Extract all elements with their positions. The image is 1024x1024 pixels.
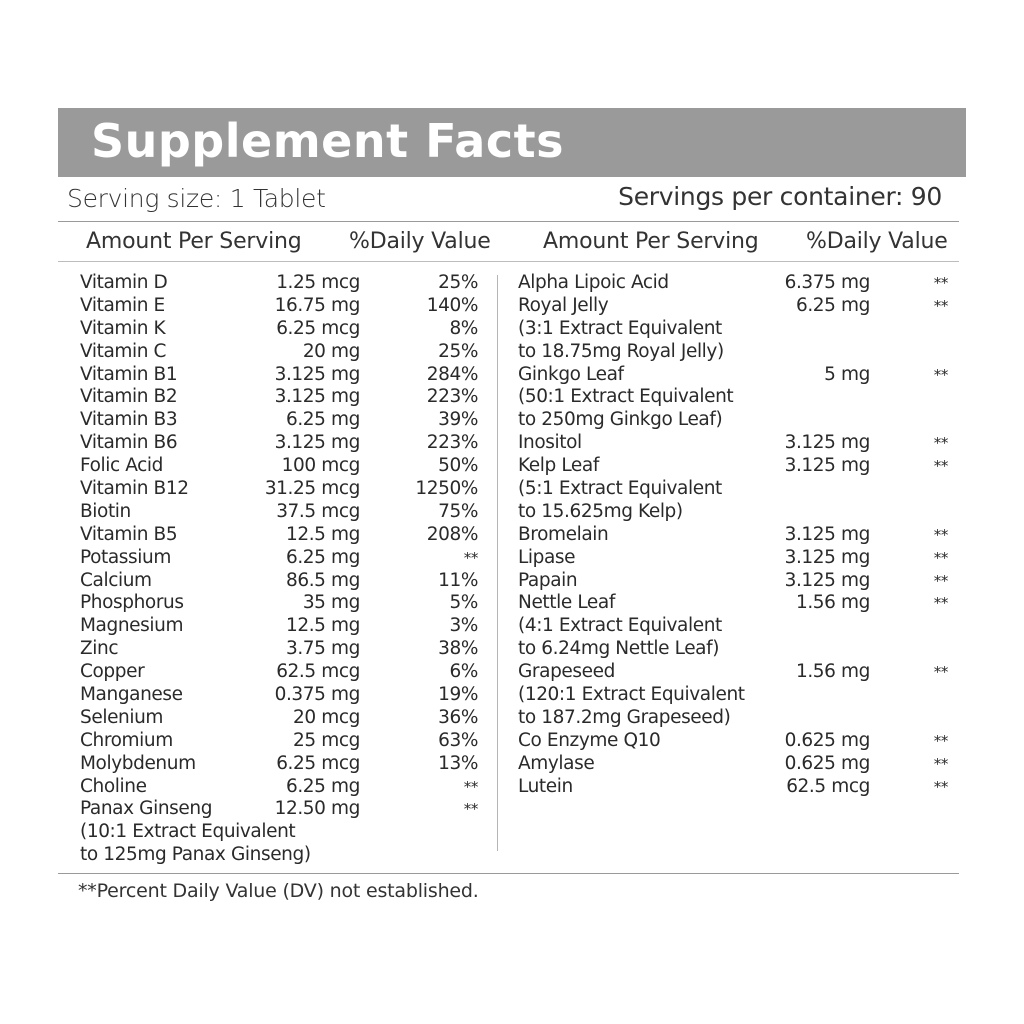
column-divider [497,275,498,851]
nutrient-name: Calcium [80,569,152,591]
nutrient-row [518,295,958,318]
nutrient-row [518,318,958,341]
nutrient-name: to 187.2mg Grapeseed) [518,706,731,728]
nutrient-daily-value: 25% [438,340,478,362]
nutrient-row [80,821,490,844]
nutrient-amount: 5 mg [824,363,870,385]
nutrient-row [80,684,490,707]
nutrient-name: Vitamin B5 [80,523,178,545]
nutrient-name: Vitamin B1 [80,363,178,385]
nutrient-name: Panax Ginseng [80,798,213,820]
nutrient-row [80,341,490,364]
nutrient-amount: 6.25 mg [285,775,360,797]
nutrient-daily-value: ** [933,777,948,796]
nutrient-name: Vitamin B6 [80,432,178,454]
left-nutrient-list [80,272,490,867]
nutrient-amount: 6.25 mg [795,294,870,316]
nutrient-name: to 15.625mg Kelp) [518,500,683,522]
nutrient-row [80,798,490,821]
nutrient-daily-value: ** [463,800,478,819]
nutrient-name: (3:1 Extract Equivalent [518,317,722,339]
nutrient-amount: 6.25 mcg [276,752,360,774]
serving-size: Serving size: 1 Tablet [67,184,326,213]
nutrient-name: Vitamin K [80,317,166,339]
nutrient-daily-value: ** [933,296,948,315]
nutrient-row [80,432,490,455]
nutrient-name: Vitamin B2 [80,386,178,408]
nutrient-row [80,386,490,409]
nutrient-row [518,730,958,753]
nutrient-daily-value: 13% [438,752,478,774]
nutrient-row [80,592,490,615]
nutrient-name: Manganese [80,684,183,706]
nutrient-amount: 3.125 mg [274,432,360,454]
nutrient-name: to 18.75mg Royal Jelly) [518,340,724,362]
nutrient-amount: 16.75 mg [274,294,360,316]
nutrient-amount: 25 mcg [293,729,360,751]
nutrient-row [80,661,490,684]
header-divider [58,261,959,262]
nutrient-name: Molybdenum [80,752,196,774]
nutrient-amount: 3.125 mg [784,546,870,568]
nutrient-name: (120:1 Extract Equivalent [518,684,745,706]
nutrient-row [80,295,490,318]
nutrient-row [518,661,958,684]
nutrient-row [518,386,958,409]
nutrient-row [518,615,958,638]
nutrient-row [518,272,958,295]
nutrient-daily-value: 19% [438,684,478,706]
nutrient-amount: 3.75 mg [285,638,360,660]
nutrient-amount: 86.5 mg [285,569,360,591]
nutrient-name: Grapeseed [518,661,615,683]
nutrient-daily-value: 223% [426,386,478,408]
nutrient-row [80,547,490,570]
nutrient-row [80,272,490,295]
nutrient-daily-value: 5% [449,592,478,614]
nutrient-amount: 20 mcg [293,706,360,728]
nutrient-row [80,478,490,501]
nutrient-amount: 3.125 mg [784,569,870,591]
nutrient-daily-value: ** [933,274,948,292]
right-amount-header: Amount Per Serving [543,229,759,254]
nutrient-name: Folic Acid [80,455,164,477]
nutrient-daily-value: ** [933,365,948,384]
nutrient-name: Magnesium [80,615,184,637]
nutrient-amount: 12.50 mg [274,798,360,820]
nutrient-row [518,409,958,432]
nutrient-row [518,753,958,776]
nutrient-amount: 0.625 mg [784,752,870,774]
nutrient-row [80,409,490,432]
nutrient-daily-value: 6% [449,661,478,683]
nutrient-daily-value: ** [463,548,478,567]
nutrient-row [80,638,490,661]
nutrient-row [518,524,958,547]
nutrient-row [80,753,490,776]
nutrient-row [518,684,958,707]
nutrient-daily-value: 75% [438,500,478,522]
nutrient-daily-value: 208% [426,523,478,545]
nutrient-name: Co Enzyme Q10 [518,729,661,751]
nutrient-daily-value: 223% [426,432,478,454]
nutrient-amount: 0.625 mg [784,729,870,751]
left-dv-header: %Daily Value [349,229,491,254]
nutrient-amount: 3.125 mg [784,432,870,454]
nutrient-amount: 0.375 mg [274,684,360,706]
nutrient-amount: 1.56 mg [795,661,870,683]
nutrient-amount: 31.25 mcg [264,478,360,500]
nutrient-name: Papain [518,569,578,591]
nutrient-daily-value: ** [933,525,948,544]
nutrient-row [80,524,490,547]
nutrient-amount: 1.56 mg [795,592,870,614]
nutrient-amount: 1.25 mcg [276,272,360,293]
nutrient-name: Ginkgo Leaf [518,363,624,385]
nutrient-name: Vitamin D [80,272,168,293]
nutrient-name: Vitamin B3 [80,409,178,431]
nutrient-row [80,318,490,341]
nutrient-row [80,455,490,478]
nutrient-row [518,776,958,799]
nutrient-name: Amylase [518,752,595,774]
nutrient-daily-value: 1250% [415,478,478,500]
nutrient-name: Bromelain [518,523,609,545]
nutrient-row [80,364,490,387]
nutrient-name: (5:1 Extract Equivalent [518,478,722,500]
page-title: Supplement Facts [91,114,564,168]
nutrient-name: Phosphorus [80,592,184,614]
nutrient-daily-value: 50% [438,455,478,477]
nutrient-row [518,707,958,730]
nutrient-daily-value: 25% [438,272,478,293]
nutrient-row [80,570,490,593]
nutrient-row [80,707,490,730]
nutrient-row [518,638,958,661]
footnote: **Percent Daily Value (DV) not established. [78,880,479,902]
nutrient-row [518,364,958,387]
nutrient-row [518,570,958,593]
nutrient-name: (4:1 Extract Equivalent [518,615,722,637]
nutrient-name: Nettle Leaf [518,592,615,614]
nutrient-name: Selenium [80,706,164,728]
nutrient-row [80,501,490,524]
nutrient-daily-value: ** [933,548,948,567]
nutrient-name: Vitamin C [80,340,167,362]
nutrient-name: (10:1 Extract Equivalent [80,821,296,843]
nutrient-amount: 6.25 mcg [276,317,360,339]
nutrient-name: Lipase [518,546,576,568]
nutrient-amount: 3.125 mg [274,386,360,408]
nutrient-amount: 12.5 mg [285,615,360,637]
nutrient-daily-value: ** [933,434,948,453]
nutrient-name: Copper [80,661,145,683]
nutrient-amount: 100 mcg [281,455,360,477]
nutrient-row [518,455,958,478]
nutrient-amount: 35 mg [302,592,360,614]
nutrient-daily-value: 11% [438,569,478,591]
nutrient-daily-value: 36% [438,706,478,728]
nutrient-daily-value: 284% [426,363,478,385]
nutrient-amount: 12.5 mg [285,523,360,545]
nutrient-name: to 125mg Panax Ginseng) [80,844,311,866]
nutrient-name: Choline [80,775,147,797]
nutrient-amount: 6.375 mg [784,272,870,293]
nutrient-name: Royal Jelly [518,294,609,316]
nutrient-daily-value: 63% [438,729,478,751]
nutrient-daily-value: 39% [438,409,478,431]
nutrient-name: Zinc [80,638,119,660]
right-dv-header: %Daily Value [806,229,948,254]
nutrient-daily-value: ** [933,594,948,613]
bottom-divider [58,873,959,874]
top-divider [58,221,959,222]
nutrient-daily-value: 8% [449,317,478,339]
nutrient-name: Potassium [80,546,171,568]
nutrient-name: Alpha Lipoic Acid [518,272,669,293]
nutrient-row [518,547,958,570]
right-nutrient-list [518,272,958,798]
nutrient-amount: 37.5 mcg [276,500,360,522]
nutrient-amount: 3.125 mg [784,523,870,545]
nutrient-name: to 6.24mg Nettle Leaf) [518,638,720,660]
nutrient-daily-value: 140% [426,294,478,316]
nutrient-daily-value: 38% [438,638,478,660]
nutrient-daily-value: ** [933,571,948,590]
nutrient-amount: 6.25 mg [285,409,360,431]
nutrient-row [518,592,958,615]
nutrient-row [80,776,490,799]
nutrient-name: to 250mg Ginkgo Leaf) [518,409,723,431]
nutrient-name: Vitamin B12 [80,478,189,500]
nutrient-daily-value: ** [933,754,948,773]
nutrient-name: Vitamin E [80,294,165,316]
title-bar [58,108,966,177]
nutrient-daily-value: ** [463,777,478,796]
nutrient-daily-value: ** [933,731,948,750]
nutrient-name: Biotin [80,500,131,522]
nutrient-row [518,432,958,455]
nutrient-row [518,341,958,364]
nutrient-row [80,615,490,638]
nutrient-name: Inositol [518,432,582,454]
nutrient-amount: 62.5 mcg [276,661,360,683]
nutrient-row [80,730,490,753]
nutrient-name: Kelp Leaf [518,455,599,477]
nutrient-name: (50:1 Extract Equivalent [518,386,734,408]
servings-per-container: Servings per container: 90 [618,182,942,211]
nutrient-amount: 3.125 mg [274,363,360,385]
nutrient-amount: 20 mg [302,340,360,362]
left-amount-header: Amount Per Serving [86,229,302,254]
nutrient-name: Lutein [518,775,573,797]
nutrient-daily-value: ** [933,663,948,682]
nutrient-row [518,478,958,501]
nutrient-amount: 6.25 mg [285,546,360,568]
nutrient-amount: 3.125 mg [784,455,870,477]
nutrient-daily-value: ** [933,457,948,476]
nutrient-row [518,501,958,524]
nutrient-daily-value: 3% [449,615,478,637]
nutrient-amount: 62.5 mcg [786,775,870,797]
nutrient-row [80,844,490,867]
nutrient-name: Chromium [80,729,173,751]
